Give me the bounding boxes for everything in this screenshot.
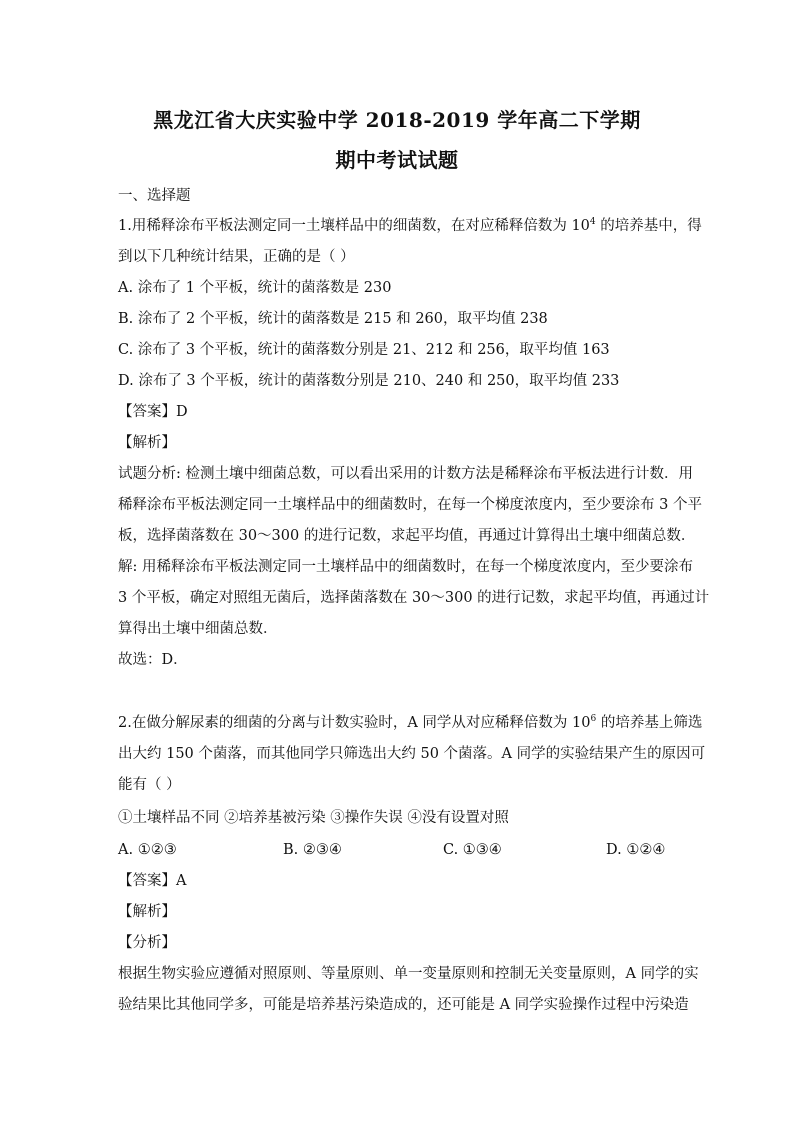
q2-option-a: A. ①②③ (118, 842, 177, 858)
q1-analysis-line: 试题分析: 检测土壤中细菌总数，可以看出采用的计数方法是稀释涂布平板法进行计数．用 (118, 466, 693, 482)
q2-option-d: D. ①②④ (606, 842, 666, 858)
q1-exponent: 4 (589, 217, 596, 227)
title-line-1: 黑龙江省大庆实验中学 2018-2019 学年高二下学期 (153, 108, 641, 132)
q1-analysis-line: 稀释涂布平板法测定同一土壤样品中的细菌数时，在每一个梯度浓度内，至少要涂布 3 个平 (118, 497, 702, 513)
q2-stem-line-3: 能有（ ） (118, 777, 181, 793)
q2-stem-line-1 (118, 713, 702, 733)
section-heading: 一、选择题 (118, 188, 191, 204)
q1-option-a: A. 涂布了 1 个平板，统计的菌落数是 230 (118, 280, 392, 296)
q2-fenxi-line: 根据生物实验应遵循对照原则、等量原则、单一变量原则和控制无关变量原则，A 同学的实 (118, 966, 699, 982)
q1-stem-line-1 (118, 216, 702, 236)
q2-items: ①土壤样品不同 ②培养基被污染 ③操作失误 ④没有设置对照 (118, 810, 509, 826)
title-line-2: 期中考试试题 (335, 148, 459, 172)
q2-option-c: C. ①③④ (443, 842, 502, 858)
q1-conclusion: 故选：D． (118, 652, 188, 668)
q2-answer: 【答案】A (118, 873, 187, 889)
q1-stem-line-2: 到以下几种统计结果，正确的是（ ） (118, 249, 355, 265)
q1-analysis-line: 算得出土壤中细菌总数． (118, 621, 278, 637)
q2-fenxi-line: 验结果比其他同学多，可能是培养基污染造成的，还可能是 A 同学实验操作过程中污染造 (118, 997, 689, 1013)
q2-stem-line-2: 出大约 150 个菌落，而其他同学只筛选出大约 50 个菌落。A 同学的实验结果产生的原因可 (118, 746, 706, 762)
q2-option-b: B. ②③④ (283, 842, 342, 858)
q2-exponent: 6 (590, 714, 597, 724)
q2-analysis-label: 【解析】 (118, 904, 176, 920)
q1-option-d: D. 涂布了 3 个平板，统计的菌落数分别是 210、240 和 250，取平均值 233 (118, 373, 620, 389)
q2-stem-text-a: 2.在做分解尿素的细菌的分离与计数实验时，A 同学从对应稀释倍数为 10 (118, 715, 591, 731)
q2-fenxi-label: 【分析】 (118, 935, 176, 951)
q2-stem-text-b: 的培养基上筛选 (596, 715, 703, 731)
q1-analysis-line: 板，选择菌落数在 30～300 的进行记数，求起平均值，再通过计算得出土壤中细菌总数． (118, 528, 696, 544)
q1-option-c: C. 涂布了 3 个平板，统计的菌落数分别是 21、212 和 256，取平均值 163 (118, 342, 610, 358)
q1-option-b: B. 涂布了 2 个平板，统计的菌落数是 215 和 260，取平均值 238 (118, 311, 548, 327)
q1-analysis-line: 3 个平板，确定对照组无菌后，选择菌落数在 30～300 的进行记数，求起平均值，再通过计 (118, 590, 710, 606)
q1-analysis-label: 【解析】 (118, 435, 176, 451)
q1-analysis-line: 解: 用稀释涂布平板法测定同一土壤样品中的细菌数时，在每一个梯度浓度内，至少要涂布 (118, 559, 693, 575)
q1-stem-text-a: 1.用稀释涂布平板法测定同一土壤样品中的细菌数，在对应稀释倍数为 10 (118, 218, 590, 234)
q1-answer: 【答案】D (118, 404, 188, 420)
q1-stem-text-b: 的培养基中，得 (595, 218, 702, 234)
